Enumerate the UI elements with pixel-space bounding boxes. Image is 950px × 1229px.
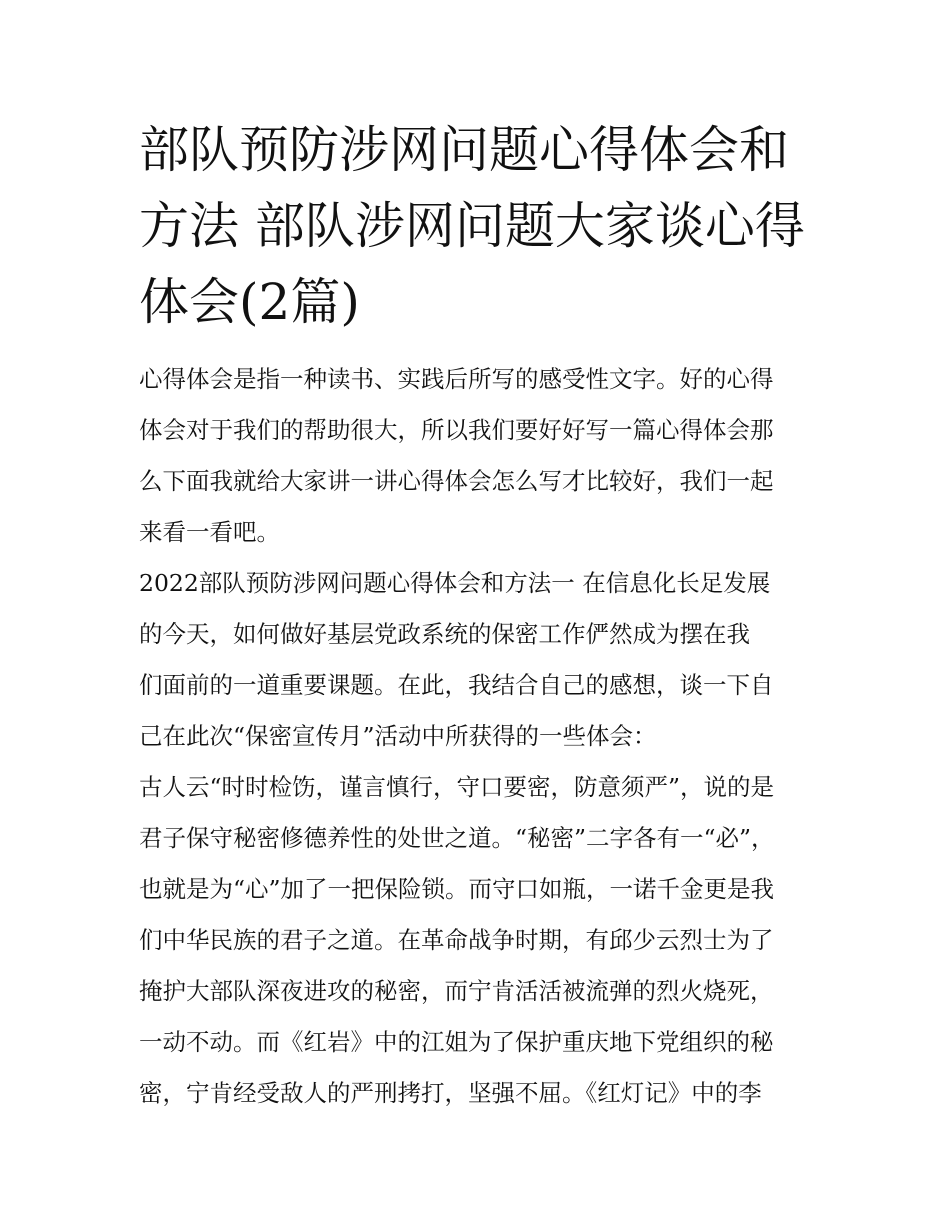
body-line: 古人云“时时检饬，谨言慎行，守口要密，防意须严”，说的是	[139, 773, 775, 801]
document-title	[139, 112, 819, 340]
body-line: 2022部队预防涉网问题心得体会和方法一 在信息化长足发展	[139, 569, 771, 597]
body-line: 也就是为“心”加了一把保险锁。而守口如瓶，一诺千金更是我	[139, 875, 775, 903]
body-line: 们面前的一道重要课题。在此，我结合自己的感想，谈一下自	[139, 671, 774, 699]
body-line: 君子保守秘密修德养性的处世之道。“秘密”二字各有一“必”，	[139, 824, 775, 852]
title-line: 部队预防涉网问题心得体会和	[139, 121, 789, 179]
body-line: 掩护大部队深夜进攻的秘密，而宁肯活活被流弹的烈火烧死，	[139, 977, 774, 1005]
title-line: 体会(2篇)	[139, 273, 360, 331]
body-line: 么下面我就给大家讲一讲心得体会怎么写才比较好，我们一起	[139, 467, 774, 495]
body-line: 一动不动。而《红岩》中的江姐为了保护重庆地下党组织的秘	[139, 1028, 774, 1056]
body-line: 来看一看吧。	[139, 518, 280, 546]
body-line: 心得体会是指一种读书、实践后所写的感受性文字。好的心得	[139, 365, 774, 393]
body-line: 密，宁肯经受敌人的严刑拷打，坚强不屈。《红灯记》中的李	[139, 1079, 762, 1107]
body-line: 的今天，如何做好基层党政系统的保密工作俨然成为摆在我	[139, 620, 750, 648]
body-line: 们中华民族的君子之道。在革命战争时期，有邱少云烈士为了	[139, 926, 774, 954]
body-line: 体会对于我们的帮助很大，所以我们要好好写一篇心得体会那	[139, 416, 774, 444]
title-line: 方法 部队涉网问题大家谈心得	[139, 197, 805, 255]
document-body	[139, 354, 819, 1119]
body-line: 己在此次“保密宣传月”活动中所获得的一些体会：	[139, 722, 657, 750]
